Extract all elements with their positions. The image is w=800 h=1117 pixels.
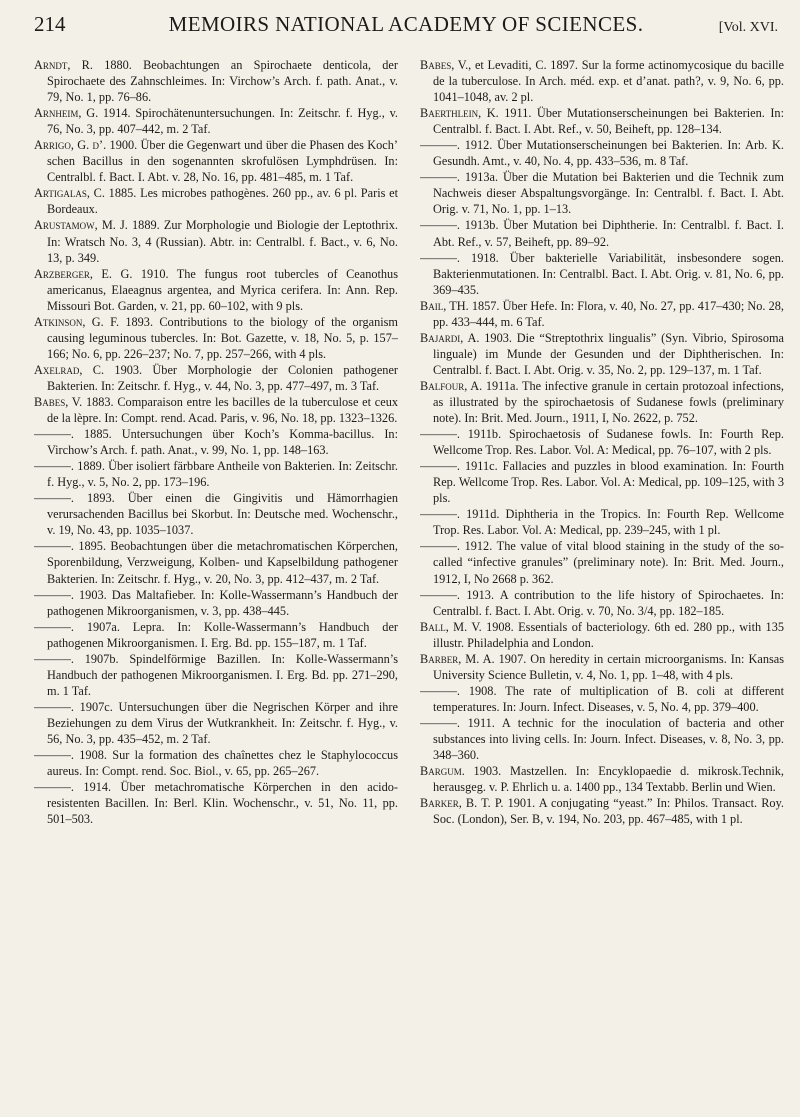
entry-text: 1911d. Diphtheria in the Tropics. In: Fourth Rep. Wellcome Trop. Res. Labor. Vol. A: Medical, pp. 239–245, with 1 pl. — [433, 507, 784, 538]
left-column — [34, 57, 398, 1109]
entry-text: 1908. Essentials of bacteriology. 6th ed. 280 pp., with 135 illustr. Philadelphia and London. — [433, 619, 784, 650]
page-header — [34, 12, 778, 48]
entry-text: 1880. Beobachtungen an Spirochaete denticola, der Spirochaete des Zahnschleimes. In: Virchow’s Arch. f. path. Anat., v. 79, No. 1, pp. 76–86. — [47, 58, 398, 105]
entry-text: 1918. Über bakterielle Variabilität, insbesondere sogen. Bakterienmutationen. In: Centralbl. Bact. I. Abt. Orig. v. 81, No. 6, pp. 369–435. — [433, 250, 784, 297]
bibliography-entry — [420, 651, 784, 683]
entry-text: 1903. Das Maltafieber. In: Kolle-Wassermann’s Handbuch der pathogenen Mikroorganismen, v. 3, pp. 438–445. — [47, 587, 398, 618]
entry-author: ———. — [34, 780, 74, 795]
entry-author: ———. — [34, 491, 74, 506]
entry-text: 1893. Über einen die Gingivitis und Hämorrhagien verursachenden Bacillus bei Skorbut. In: Deutsche med. Wochenschr., v. 19, No. 43, pp. 1035–1037. — [47, 491, 398, 538]
bibliography-entry — [420, 250, 784, 298]
entry-text: 1889. Über isoliert färbbare Antheile von Bakterien. In: Zeitschr. f. Hyg., v. 5, No. 2, pp. 173–196. — [47, 459, 398, 490]
entry-author: ———. — [34, 459, 74, 474]
entry-author: Artigalas, C. — [34, 186, 105, 201]
bibliography-entry — [34, 137, 398, 185]
bibliography-entry — [420, 619, 784, 651]
entry-text: 1913b. Über Mutation bei Diphtherie. In: Centralbl. f. Bact. I. Abt. Ref., v. 57, Beiheft, pp. 89–92. — [433, 218, 784, 249]
entry-text: 1907b. Spindelförmige Bazillen. In: Kolle-Wassermann’s Handbuch der pathogenen Mikroorganismen. I. Erg. Bd. pp. 271–290, m. 1 Taf. — [47, 651, 398, 698]
entry-author: ———. — [420, 250, 460, 265]
entry-text: 1903. Die “Streptothrix lingualis” (Syn. Vibrio, Spirosoma linguale) im Munde der Gesunden und der Diphtherischen. In: Centralbl. f. Bact. I. Abt. Orig. v. 35, No. 2, pp. 129–137, m. 1 Taf. — [433, 330, 784, 377]
entry-text: 1913. A contribution to the life history of Spirochaetes. In: Centralbl. f. Bact. I. Abt. Orig. v. 70, No. 3/4, pp. 182–185. — [433, 587, 784, 618]
bibliography-entry — [420, 169, 784, 217]
entry-author: Arustamow, M. J. — [34, 218, 128, 233]
bibliography-entry — [420, 795, 784, 827]
volume-label: [Vol. XVI. — [718, 20, 778, 35]
entry-text: 1913a. Über die Mutation bei Bakterien und die Technik zum Nachweis dieser Abspaltungsvorgänge. In: Centralbl. f. Bact. I. Abt. Orig. v. 71, No. 1, pp. 1–13. — [433, 170, 784, 217]
bibliography-entry — [420, 378, 784, 426]
entry-text: 1889. Zur Morphologie und Biologie der Leptothrix. In: Wratsch No. 3, 4 (Russian). Abtr. in: Centralbl. f. Bact., v. 6, No. 13, p. 349. — [47, 218, 398, 265]
entry-author: ———. — [34, 427, 74, 442]
entry-author: Arnheim, G. — [34, 106, 99, 121]
entry-author: Axelrad, C. — [34, 362, 105, 377]
bibliography-entry — [34, 779, 398, 827]
bibliography-entry — [34, 747, 398, 779]
bibliography-entry — [420, 538, 784, 586]
entry-text: 1911c. Fallacies and puzzles in blood examination. In: Fourth Rep. Wellcome Trop. Res. Labor. Vol. A: Medical, pp. 109–125, with 3 pls. — [433, 459, 784, 506]
entry-author: ———. — [34, 651, 74, 666]
bibliography — [34, 57, 784, 1109]
entry-author: Bail, TH. — [420, 298, 469, 313]
bibliography-entry — [420, 683, 784, 715]
entry-text: 1885. Untersuchungen über Koch’s Komma-bacillus. In: Virchow’s Arch. f. path. Anat., v. 99, No. 1, pp. 148–163. — [47, 427, 398, 458]
entry-author: Arzberger, E. G. — [34, 266, 133, 281]
entry-text: 1912. Über Mutationserscheinungen bei Bakterien. In: Arb. K. Gesundh. Amt., v. 40, No. 4, pp. 433–536, m. 8 Taf. — [433, 138, 784, 169]
bibliography-entry — [34, 105, 398, 137]
entry-text: 1911. Über Mutationserscheinungen bei Bakterien. In: Centralbl. f. Bact. I. Abt. Ref., v. 50, Beiheft, pp. 128–134. — [433, 106, 784, 137]
entry-author: ———. — [420, 507, 460, 522]
entry-author: ———. — [34, 619, 74, 634]
entry-author: Barber, M. A. — [420, 651, 495, 666]
entry-text: 1901. A conjugating “yeast.” In: Philos. Transact. Roy. Soc. (London), Ser. B, v. 194, No. 203, pp. 467–485, with 1 pl. — [433, 796, 784, 827]
entry-author: Arrigo, G. d’. — [34, 138, 107, 153]
bibliography-entry — [420, 763, 784, 795]
bibliography-entry — [34, 314, 398, 362]
entry-text: 1911a. The infective granule in certain protozoal infections, as illustrated by the spirochaetosis of Sudanese fowls (preliminary note). In: Brit. Med. Journ., 1911, I, No. 2622, p. 752. — [433, 378, 784, 426]
bibliography-entry — [34, 651, 398, 699]
entry-text: 1910. The fungus root tubercles of Ceanothus americanus, Elaeagnus argentea, and Myrica cerifera. In: Ann. Rep. Missouri Bot. Garden, v. 21, pp. 60–102, with 9 pls. — [47, 266, 398, 313]
entry-text: 1908. Sur la formation des chaînettes chez le Staphylococcus aureus. In: Compt. rend. Soc. Biol., v. 65, pp. 265–267. — [47, 748, 398, 779]
entry-author: ———. — [420, 427, 460, 442]
entry-text: 1914. Über metachromatische Körperchen in den acido-resistenten Bacillen. In: Berl. Klin. Wochenschr., v. 51, No. 11, pp. 501–503. — [47, 780, 398, 827]
bibliography-entry — [420, 137, 784, 169]
bibliography-entry — [420, 426, 784, 458]
entry-author: ———. — [420, 715, 460, 730]
entry-author: Baerthlein, K. — [420, 106, 499, 121]
entry-text: 1903. Mastzellen. In: Encyklopaedie d. mikrosk.Technik, herausgeg. v. P. Ehrlich u. a. 1400 pp., 134 Textabb. Berlin und Wien. — [433, 764, 784, 795]
bibliography-entry — [420, 458, 784, 506]
bibliography-entry — [34, 426, 398, 458]
bibliography-entry — [34, 538, 398, 586]
entry-author: Atkinson, G. F. — [34, 314, 120, 329]
bibliography-entry — [34, 699, 398, 747]
entry-text: 1911. A technic for the inoculation of bacteria and other substances into living cells. In: Journ. Infect. Diseases, v. 8, No. 3, pp. 348–360. — [433, 715, 784, 763]
entry-author: ———. — [420, 170, 460, 185]
entry-author: ———. — [34, 587, 74, 602]
entry-author: ———. — [34, 748, 74, 763]
entry-text: 1907. On heredity in certain microorganisms. In: Kansas University Science Bulletin, v. 4, No. 1, pp. 1–48, with 4 pls. — [433, 651, 784, 682]
entry-text: 1895. Beobachtungen über die metachromatischen Körperchen, Sporenbildung, Verzweigung, Kolben- und Kapselbildung pathogener Bakterien. In: Zeitschr. f. Hyg., v. 20, No. 3, pp. 412–437, m. 2 Taf. — [47, 539, 398, 586]
bibliography-entry — [34, 217, 398, 265]
entry-text: 1900. Über die Gegenwart und über die Phasen des Koch’ schen Bacillus in den sogenannten skrofulösen Lymphdrüsen. In: Centralbl. f. Bact. I. Abt. v. 28, No. 16, pp. 481–485, m. 1 Taf. — [47, 138, 398, 185]
bibliography-entry — [420, 298, 784, 330]
bibliography-entry — [420, 587, 784, 619]
bibliography-entry — [34, 57, 398, 105]
entry-text: 1885. Les microbes pathogènes. 260 pp., av. 6 pl. Paris et Bordeaux. — [47, 186, 398, 217]
bibliography-entry — [420, 330, 784, 378]
bibliography-entry — [420, 57, 784, 105]
entry-text: 1907a. Lepra. In: Kolle-Wassermann’s Handbuch der pathogenen Mikroorganismen. I. Erg. Bd. pp. 155–187, m. 1 Taf. — [47, 619, 398, 650]
entry-author: ———. — [420, 539, 460, 554]
entry-author: ———. — [34, 539, 74, 554]
entry-author: Barker, B. T. P. — [420, 796, 504, 811]
entry-author: Babes, V. — [34, 394, 83, 409]
entry-text: et Levaditi, C. 1897. Sur la forme actinomycosique du bacille de la tuberculose. In Arch. méd. exp. et d’anat. path?, v. 9, No. 6, pp. 1041–1048, av. 2 pl. — [433, 58, 784, 105]
bibliography-entry — [420, 217, 784, 249]
bibliography-entry — [34, 587, 398, 619]
right-column — [420, 57, 784, 1109]
entry-author: ———. — [420, 218, 460, 233]
page-number: 214 — [34, 12, 66, 36]
bibliography-entry — [34, 394, 398, 426]
entry-text: 1908. The rate of multiplication of B. coli at different temperatures. In: Journ. Infect. Diseases, v. 5, No. 4, pp. 379–400. — [433, 683, 784, 714]
entry-author: Bajardi, A. — [420, 330, 480, 345]
entry-author: Ball, M. V. — [420, 619, 482, 634]
entry-text: 1914. Spirochätenuntersuchungen. In: Zeitschr. f. Hyg., v. 76, No. 3, pp. 407–442, m. 2 Taf. — [47, 106, 398, 137]
entry-text: 1907c. Untersuchungen über die Negrischen Körper and ihre Beziehungen zu dem Virus der Wutkrankheit. In: Zeitschr. f. Hyg., v. 56, No. 3, pp. 435–452, m. 2 Taf. — [47, 699, 398, 746]
entry-author: ———. — [34, 699, 74, 714]
entry-text: 1857. Über Hefe. In: Flora, v. 40, No. 27, pp. 417–430; No. 28, pp. 433–444, m. 6 Taf. — [433, 298, 784, 329]
entry-author: ———. — [420, 683, 460, 698]
bibliography-entry — [420, 506, 784, 538]
entry-author: ———. — [420, 138, 460, 153]
entry-text: 1903. Über Morphologie der Colonien pathogener Bakterien. In: Zeitschr. f. Hyg., v. 44, No. 3, pp. 477–497, m. 3 Taf. — [47, 362, 398, 393]
bibliography-entry — [34, 185, 398, 217]
entry-author: Arndt, R. — [34, 58, 93, 72]
entry-author: Babes, V., — [420, 58, 472, 72]
bibliography-entry — [420, 105, 784, 137]
entry-text: 1893. Contributions to the biology of the organism causing leguminous tubercles. In: Bot. Gazette, v. 18, No. 5, p. 157–166; No. 6, pp. 226–237; No. 7, pp. 257–266, with 4 pls. — [47, 314, 398, 361]
bibliography-entry — [34, 458, 398, 490]
entry-author: Bargum. — [420, 764, 465, 779]
running-title: MEMOIRS NATIONAL ACADEMY OF SCIENCES. — [168, 12, 644, 36]
entry-author: ———. — [420, 587, 460, 602]
entry-text: 1911b. Spirochaetosis of Sudanese fowls. In: Fourth Rep. Wellcome Trop. Res. Labor. Vol. A: Medical, pp. 76–107, with 2 pls. — [433, 427, 784, 458]
bibliography-entry — [34, 362, 398, 394]
entry-author: Balfour, A. — [420, 378, 483, 393]
entry-text: 1912. The value of vital blood staining in the study of the so-called “infective granules” (preliminary note). In: Brit. Med. Journ., 1912, I, No 2668 p. 362. — [433, 539, 784, 586]
bibliography-entry — [420, 715, 784, 763]
bibliography-entry — [34, 266, 398, 314]
entry-author: ———. — [420, 459, 460, 474]
bibliography-entry — [34, 490, 398, 538]
bibliography-entry — [34, 619, 398, 651]
entry-text: 1883. Comparaison entre les bacilles de la tuberculose et ceux de la lèpre. In: Compt. rend. Acad. Paris, v. 96, No. 18, pp. 1323–1326. — [47, 394, 398, 426]
